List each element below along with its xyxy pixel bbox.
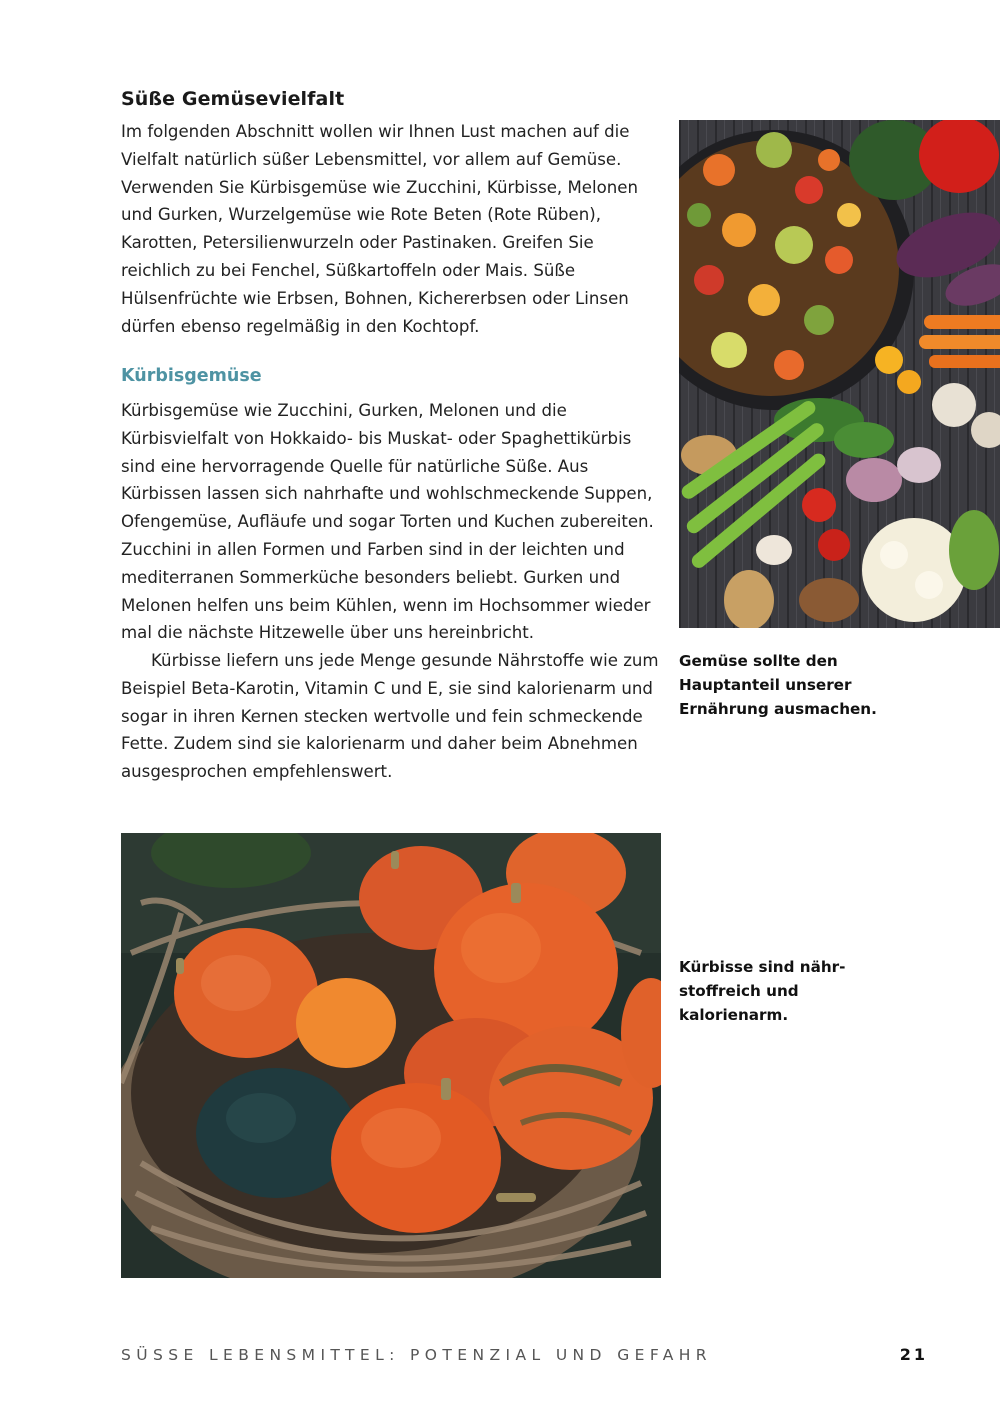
pumpkins-photo bbox=[121, 833, 661, 1278]
pumpkins-caption: Kürbisse sind nährstoffreich und kalorienarm. bbox=[679, 958, 846, 1024]
running-footer: SÜSSE LEBENSMITTEL: POTENZIAL UND GEFAHR bbox=[121, 1346, 712, 1364]
body-paragraph-1: Kürbisgemüse wie Zucchini, Gurken, Melonen und die Kürbisvielfalt von Hokkaido- bis Muskat- oder Spaghettikürbis sind eine hervorragende Quelle für natürliche Süße. Aus Kürbissen lassen sich nahrhafte und wohlschmeckende Suppen, Ofengemüse, Aufläufe und sogar Torten und Kuchen zubereiten. Zucchini in allen Formen und Farben sind in der leichten und mediterranen Sommerküche besonders beliebt. Gurken und Melonen helfen uns beim Kühlen, wenn im Hochsommer wieder mal die nächste Hitzewelle über uns hereinbricht. bbox=[121, 401, 654, 643]
intro-paragraph: Im folgenden Abschnitt wollen wir Ihnen Lust machen auf die Vielfalt natürlich süßer Lebensmittel, vor allem auf Gemüse. Verwenden Sie Kürbisgemüse wie Zucchini, Kürbisse, Melonen und Gurken, Wurzelgemüse wie Rote Beten (Rote Rüben), Karotten, Petersilienwurzeln oder Pastinaken. Greifen Sie reichlich zu bei Fenchel, Süßkartoffeln oder Mais. Süße Hülsenfrüchte wie Erbsen, Bohnen, Kichererbsen oder Linsen dürfen ebenso regelmäßig in den Kochtopf. bbox=[121, 122, 639, 336]
subsection-heading: Kürbisgemüse bbox=[121, 366, 262, 386]
page-number: 21 bbox=[899, 1345, 928, 1364]
vegetables-photo bbox=[679, 120, 1000, 628]
body-paragraph-2: Kürbisse liefern uns jede Menge gesunde Nährstoffe wie zum Beispiel Beta-Karotin, Vitamin C und E, sie sind kalorienarm und sogar in ihren Kernen stecken wertvolle und fein schmeckende Fette. Zudem sind sie kalorienarm und daher beim Abnehmen ausgesprochen empfehlenswert. bbox=[121, 651, 659, 782]
section-heading: Süße Gemüsevielfalt bbox=[121, 88, 345, 110]
vegetables-caption: Gemüse sollte den Hauptanteil unserer Ernährung ausmachen. bbox=[679, 652, 877, 718]
